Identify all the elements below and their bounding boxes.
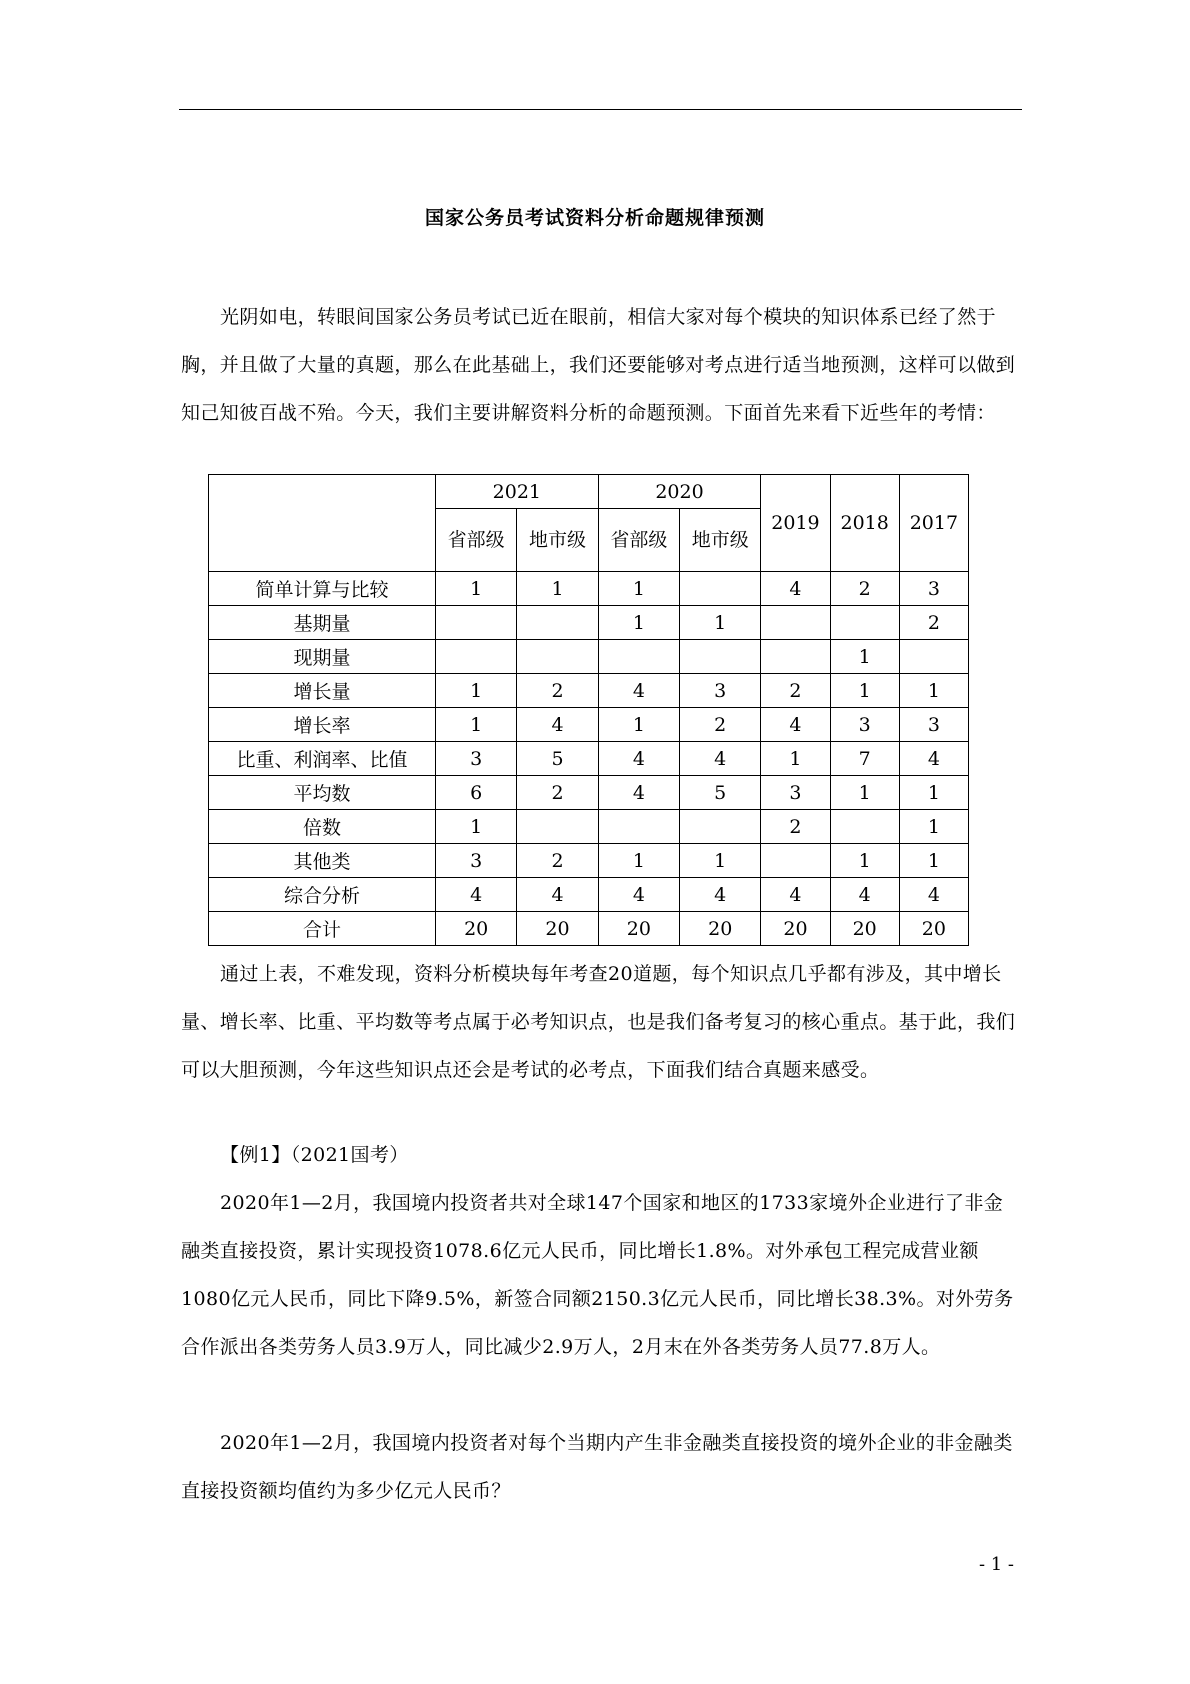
- question-text: 2020年1—2月，我国境内投资者对每个当期内产生非金融类直接投资的境外企业的非金融类直接投资额均值约为多少亿元人民币？: [181, 1432, 1013, 1502]
- table-cell: [899, 640, 968, 674]
- table-cell: 2: [517, 844, 598, 878]
- row-label: 其他类: [209, 844, 436, 878]
- subheader-municipal: 地市级: [680, 509, 761, 572]
- summary-paragraph: 通过上表，不难发现，资料分析模块每年考查20道题，每个知识点几乎都有涉及，其中增长量、增长率、比重、平均数等考点属于必考知识点，也是我们备考复习的核心重点。基于此，我们可以大胆预测，今年这些知识点还会是考试的必考点，下面我们结合真题来感受。: [181, 963, 1016, 1081]
- header-rule: [179, 109, 1022, 110]
- row-label: 综合分析: [209, 878, 436, 912]
- table-cell: 4: [761, 708, 830, 742]
- subheader-provincial: 省部级: [598, 509, 679, 572]
- table-cell: 4: [680, 878, 761, 912]
- intro-paragraph: 光阴如电，转眼间国家公务员考试已近在眼前，相信大家对每个模块的知识体系已经了然于胸，并且做了大量的真题，那么在此基础上，我们还要能够对考点进行适当地预测，这样可以做到知己知彼百战不殆。今天，我们主要讲解资料分析的命题预测。下面首先来看下近些年的考情：: [181, 306, 1016, 424]
- table-cell: 20: [680, 912, 761, 946]
- table-cell: 4: [517, 878, 598, 912]
- table-row: [209, 844, 969, 878]
- table-cell: 1: [598, 606, 679, 640]
- table-cell: 5: [517, 742, 598, 776]
- table-row: [209, 674, 969, 708]
- table-cell: 20: [761, 912, 830, 946]
- table-cell: 1: [598, 572, 679, 606]
- table-cell: 1: [436, 810, 517, 844]
- example-label: 【例1】（2021国考）: [220, 1144, 409, 1166]
- table-cell: 5: [680, 776, 761, 810]
- table-cell: [680, 640, 761, 674]
- page-number: - 1 -: [978, 1554, 1014, 1575]
- table-row: [209, 810, 969, 844]
- row-label: 增长率: [209, 708, 436, 742]
- table-cell: 2: [517, 776, 598, 810]
- table-cell: 4: [598, 878, 679, 912]
- table-row: [209, 708, 969, 742]
- table-cell: 3: [436, 742, 517, 776]
- table-cell: 1: [598, 844, 679, 878]
- table-cell: 4: [761, 878, 830, 912]
- table-cell: 3: [899, 708, 968, 742]
- row-label: 简单计算与比较: [209, 572, 436, 606]
- table-cell: [761, 844, 830, 878]
- table-cell: 1: [680, 606, 761, 640]
- table-cell: 1: [830, 640, 899, 674]
- table-cell: 3: [436, 844, 517, 878]
- table-cell: 4: [761, 572, 830, 606]
- table-cell: 20: [598, 912, 679, 946]
- table-cell: [761, 606, 830, 640]
- table-cell: 1: [598, 708, 679, 742]
- table-cell: 4: [598, 776, 679, 810]
- year-header-2021: 2021: [436, 475, 599, 509]
- year-header-2017: 2017: [899, 475, 968, 572]
- table-cell: 1: [899, 844, 968, 878]
- table-cell: 6: [436, 776, 517, 810]
- table-cell: 2: [517, 674, 598, 708]
- table-cell: [830, 810, 899, 844]
- table-cell: 20: [436, 912, 517, 946]
- table-cell: 1: [761, 742, 830, 776]
- table-cell: 2: [830, 572, 899, 606]
- table-cell: 3: [830, 708, 899, 742]
- table-row: [209, 640, 969, 674]
- row-label: 平均数: [209, 776, 436, 810]
- row-label: 比重、利润率、比值: [209, 742, 436, 776]
- table-cell: 4: [899, 878, 968, 912]
- table-cell: 4: [598, 742, 679, 776]
- table-cell: [436, 606, 517, 640]
- table-cell: 1: [436, 572, 517, 606]
- corner-cell: [209, 475, 436, 572]
- table-row: [209, 912, 969, 946]
- table-cell: 20: [517, 912, 598, 946]
- example-text: 2020年1—2月，我国境内投资者共对全球147个国家和地区的1733家境外企业进行了非金融类直接投资，累计实现投资1078.6亿元人民币，同比增长1.8%。对外承包工程完成营业额1080亿元人民币，同比下降9.5%，新签合同额2150.3亿元人民币，同比增长38.3%。对外劳务合作派出各类劳务人员3.9万人，同比减少2.9万人，2月末在外各类劳务人员77.8万人。: [181, 1192, 1014, 1358]
- table-header-row: [209, 475, 969, 509]
- table-cell: 1: [436, 674, 517, 708]
- row-label: 基期量: [209, 606, 436, 640]
- table-cell: 2: [899, 606, 968, 640]
- row-label: 现期量: [209, 640, 436, 674]
- table-cell: 1: [899, 776, 968, 810]
- table-cell: [598, 640, 679, 674]
- row-label: 合计: [209, 912, 436, 946]
- table-row: [209, 776, 969, 810]
- table-cell: 1: [436, 708, 517, 742]
- table-cell: 1: [899, 810, 968, 844]
- table-cell: [517, 640, 598, 674]
- table-cell: 1: [830, 776, 899, 810]
- table-cell: 3: [680, 674, 761, 708]
- exam-statistics-table: [208, 474, 969, 946]
- table-cell: 20: [830, 912, 899, 946]
- table-cell: 1: [830, 674, 899, 708]
- table-cell: [830, 606, 899, 640]
- table-cell: [436, 640, 517, 674]
- table-cell: 2: [680, 708, 761, 742]
- document-title: 国家公务员考试资料分析命题规律预测: [424, 207, 765, 229]
- table-cell: 4: [899, 742, 968, 776]
- year-header-2018: 2018: [830, 475, 899, 572]
- table-row: [209, 606, 969, 640]
- table-cell: [680, 810, 761, 844]
- table-cell: [761, 640, 830, 674]
- table-cell: [517, 810, 598, 844]
- subheader-provincial: 省部级: [436, 509, 517, 572]
- table-cell: 4: [436, 878, 517, 912]
- table-cell: 20: [899, 912, 968, 946]
- table-cell: 2: [761, 674, 830, 708]
- year-header-2019: 2019: [761, 475, 830, 572]
- row-label: 增长量: [209, 674, 436, 708]
- table-cell: 4: [830, 878, 899, 912]
- table-cell: [680, 572, 761, 606]
- table-cell: 3: [761, 776, 830, 810]
- table-cell: 1: [517, 572, 598, 606]
- table-cell: [598, 810, 679, 844]
- table-cell: 3: [899, 572, 968, 606]
- table-cell: 1: [680, 844, 761, 878]
- table-row: [209, 742, 969, 776]
- table-cell: 4: [598, 674, 679, 708]
- table-row: [209, 878, 969, 912]
- row-label: 倍数: [209, 810, 436, 844]
- subheader-municipal: 地市级: [517, 509, 598, 572]
- year-header-2020: 2020: [598, 475, 761, 509]
- table-cell: 1: [899, 674, 968, 708]
- table-cell: 2: [761, 810, 830, 844]
- table-cell: 4: [517, 708, 598, 742]
- table-row: [209, 572, 969, 606]
- table-cell: 7: [830, 742, 899, 776]
- table-cell: [517, 606, 598, 640]
- table-cell: 4: [680, 742, 761, 776]
- table-cell: 1: [830, 844, 899, 878]
